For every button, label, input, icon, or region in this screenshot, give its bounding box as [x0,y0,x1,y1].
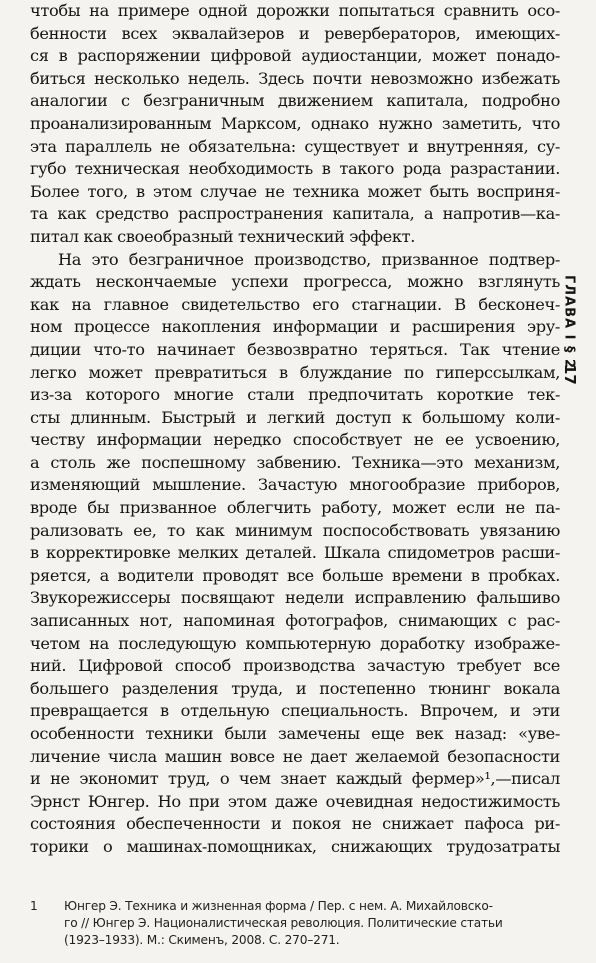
text-line: ний. Цифровой способ производства зачастую требует все [30,656,560,676]
text-line: чтобы на примере одной дорожки попытаться сравнить осо- [30,1,560,20]
text-line: ном процессе накопления информации и расширения эру- [30,317,560,337]
text-line: записанных нот, напоминая фотографов, снимающих с рас- [30,611,560,631]
footnote-line: (1923–1933). М.: Скименъ, 2008. С. 270–271. [64,933,340,947]
text-line: особенности техники были замечены еще век назад: «уве- [30,724,560,743]
text-line: состояния обеспеченности и покоя не снижает пафоса ри- [30,814,560,834]
text-line: честву информации нередко способствует не ее усвоению, [30,430,560,450]
text-line: ся в распоряжении цифровой аудиостанции, может понадо- [30,46,560,66]
footnote-line: Юнгер Э. Техника и жизненная форма / Пер. с нем. А. Михайловско- [64,899,493,913]
chapter-label: ГЛАВА I § 2 [561,274,577,370]
text-line: превращается в отдельную специальность. Впрочем, и эти [30,701,560,721]
text-line: Эрнст Юнгер. Но при этом даже очевидная недостижимость [30,791,560,811]
text-line: губо техническая необходимость в такого рода разрастании. [30,159,560,179]
text-line: ряется, а водители проводят все больше времени в пробках. [30,565,560,585]
text-line: На это безграничное производство, призванное подтвер- [58,249,560,269]
main-text [30,0,560,859]
text-line: Звукорежиссеры посвящают недели исправлению фальшиво [30,588,560,608]
text-line: четом на последующую компьютерную доработку изображе- [30,633,560,653]
text-line: аналогии с безграничным движением капитала, подробно [30,91,560,111]
text-line: бенности всех эквалайзеров и ревербераторов, имеющих- [30,23,560,43]
text-line: а столь же поспешному забвению. Техника—это механизм, [30,452,560,472]
text-line: большего разделения труда, и постепенно тюнинг вокала [30,678,560,698]
text-line: изменяющий мышление. Зачастую многообразие приборов, [30,475,560,495]
footnote-text [64,898,560,949]
text-line: из-за которого многие стали предпочитать короткие тек- [30,385,560,405]
text-line: диции что-то начинает безвозвратно теряться. Так чтение [30,339,560,359]
text-line: вроде бы призванное облегчить работу, может если не па- [30,498,560,518]
text-line: легко может превратиться в блуждание по гиперссылкам, [30,362,560,382]
text-line: и не экономит труд, о чем знает каждый фермер»¹,—писал [30,769,560,789]
footnote-mark: 1 [30,899,38,913]
text-line: личение числа машин вовсе не дает желаемой безопасности [30,746,560,766]
text-line: питал как своеобразный технический эффект. [30,226,416,246]
footnote [30,898,560,949]
text-line: проанализированным Марксом, однако нужно заметить, что [30,113,560,133]
text-line: как на главное свидетельство его стагнации. В бесконеч- [30,294,560,314]
text-line: Более того, в этом случае не техника может быть восприня- [30,181,560,201]
footnote-line: го // Юнгер Э. Националистическая революция. Политические статьи [64,916,503,930]
text-line: ждать нескончаемые успехи прогресса, можно взглянуть [30,272,560,292]
text-line: та как средство распространения капитала, а напротив—ка- [30,204,560,224]
page-number: 17 [561,364,579,385]
text-line: торики о машинах-помощниках, снижающих трудозатраты [30,836,560,856]
text-line: эта параллель не обязательна: существует и внутренняя, су- [30,136,560,156]
text-line: биться несколько недель. Здесь почти невозможно избежать [30,68,560,88]
text-line: в корректировке мелких деталей. Шкала спидометров расши- [30,543,560,563]
text-line: рализовать ее, то как минимум поспособствовать увязанию [30,520,560,540]
text-line: сты длинным. Быстрый и легкий доступ к большому коли- [30,407,560,427]
